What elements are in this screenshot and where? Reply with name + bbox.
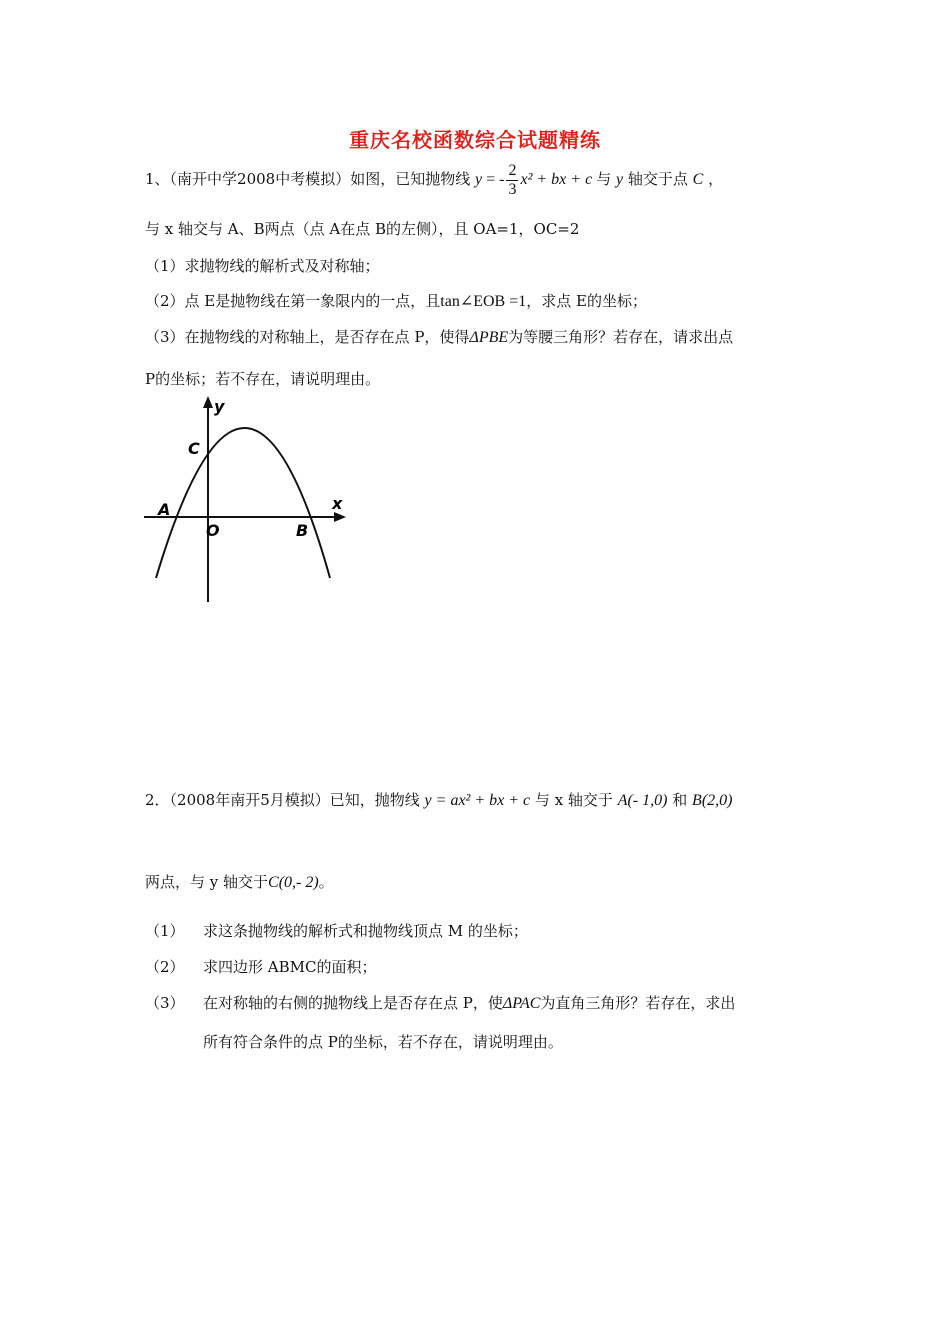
y-axis-arrow [203,396,213,408]
q1-equation: y = - $\frac{2}{3}$ x² + bx + c [475,162,593,198]
label-o: O [206,521,220,540]
parabola-figure [140,392,360,604]
x-axis-arrow [334,512,346,522]
label-y: y [214,397,225,416]
q1-line2: 与 x 轴交与 A、B两点（点 A在点 B的左侧），且 OA=1，OC=2 [145,220,580,238]
label-a: A [158,500,171,519]
q1-sub3-cont: P的坐标；若不存在，请说明理由。 [145,370,381,388]
q1-sub2: （2）点 E是抛物线在第一象限内的一点，且tan∠EOB =1，求点 E的坐标； [145,292,647,310]
q2-sub2: （2） 求四边形 ABMC的面积； [145,958,377,976]
q2-intro: 2．（2008年南开5月模拟）已知，抛物线 y = ax² + bx + c 与 x 轴交于 A(- 1,0) 和 B(2,0) [145,791,733,809]
q2-line2: 两点，与 y 轴交于C(0,- 2)。 [145,873,334,891]
q1-intro: 1、（南开中学2008中考模拟）如图，已知抛物线 y = - $\frac{2}{3}$ x² + bx + c 与 y 轴交于点 C ， [145,162,724,198]
parabola-curve [156,428,330,578]
q2-sub3-cont: 所有符合条件的点 P的坐标，若不存在，请说明理由。 [203,1033,563,1051]
q1-sub3: （3）在抛物线的对称轴上，是否存在点 P，使得ΔPBE为等腰三角形？若存在，请求出点 [145,328,734,346]
q1-sub1: （1）求抛物线的解析式及对称轴； [145,257,380,275]
label-c: C [188,439,200,458]
label-b: B [296,521,309,540]
label-x: x [332,494,343,513]
page-title: 重庆名校函数综合试题精练 [349,128,601,152]
q2-sub1: （1） 求这条抛物线的解析式和抛物线顶点 M 的坐标； [145,922,528,940]
q1-fraction: $\frac{2}{3}$ [508,162,517,198]
q2-sub3: （3） 在对称轴的右侧的抛物线上是否存在点 P，使ΔPAC为直角三角形？若存在，求出 [145,994,736,1012]
